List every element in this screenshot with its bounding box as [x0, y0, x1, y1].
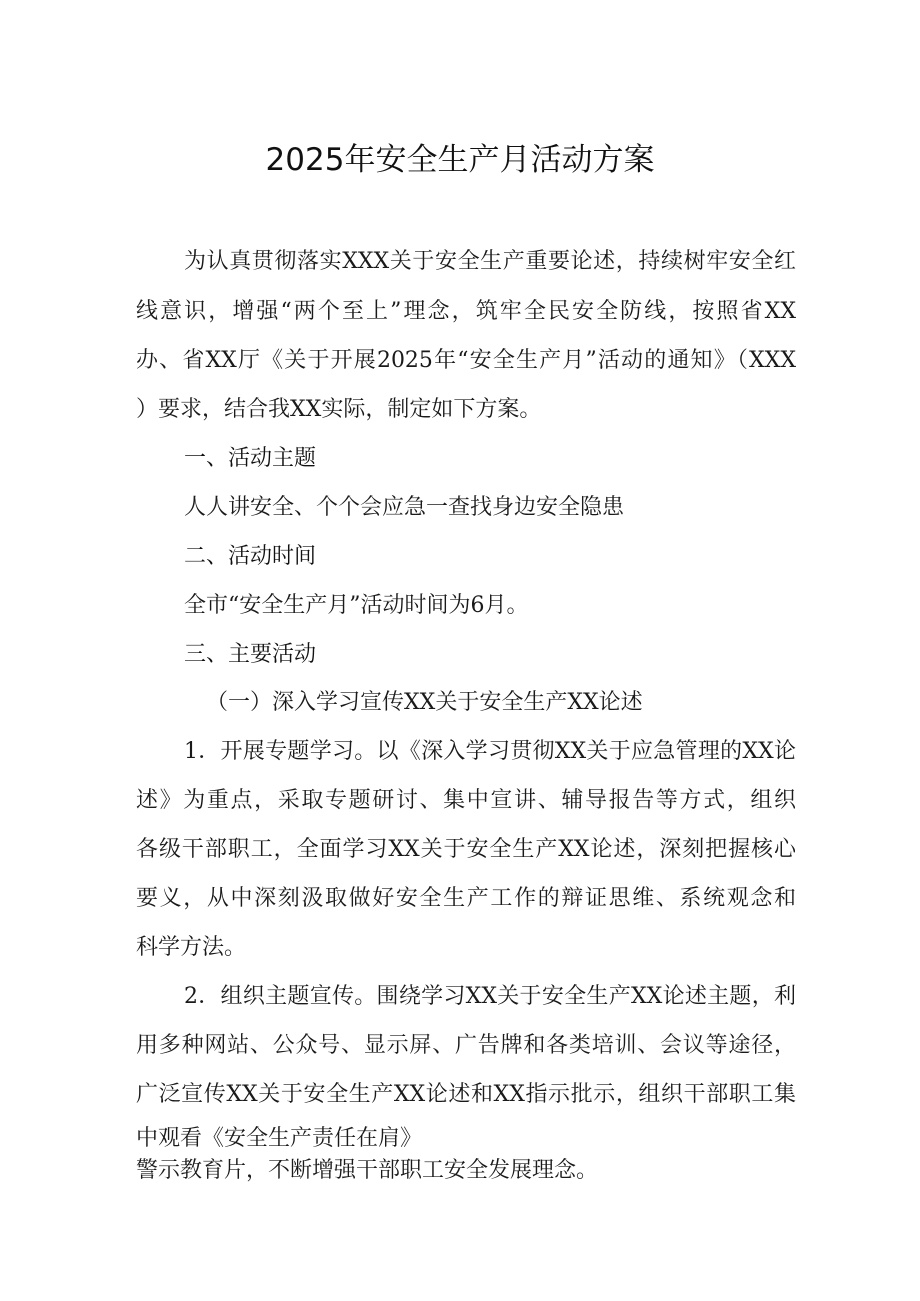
intro-line-4: ）要求，结合我XX实际，制定如下方案。: [136, 397, 542, 422]
item2-line-2: 用多种网站、公众号、显示屏、广告牌和各类培训、会议等途径，: [136, 1033, 796, 1058]
item2-line-4: 中观看《安全生产责任在肩》: [136, 1126, 423, 1151]
item1-line-4: 要义，从中深刻汲取做好安全生产工作的辩证思维、系统观念和: [136, 886, 796, 911]
section-text-time: 全市“安全生产月”活动时间为6月。: [184, 593, 529, 618]
section-heading-time: 二、活动时间: [184, 544, 317, 569]
intro-line-2: 线意识，增强“两个至上”理念，筑牢全民安全防线，按照省XX: [136, 299, 796, 324]
item2-line-5: 警示教育片，不断增强干部职工安全发展理念。: [136, 1158, 599, 1183]
item2-line-1: 2．组织主题宣传。围绕学习XX关于安全生产XX论述主题，利: [184, 984, 796, 1009]
document-title: 2025年安全生产月活动方案: [265, 142, 655, 178]
item2-line-3: 广泛宣传XX关于安全生产XX论述和XX指示批示，组织干部职工集: [136, 1082, 796, 1107]
intro-line-1: 为认真贯彻落实XXX关于安全生产重要论述，持续树牢安全红: [184, 249, 796, 274]
item1-line-3: 各级干部职工，全面学习XX关于安全生产XX论述，深刻把握核心: [136, 837, 796, 862]
section-heading-activities: 三、主要活动: [184, 642, 317, 667]
section-text-theme: 人人讲安全、个个会应急一查找身边安全隐患: [184, 495, 625, 520]
intro-line-3: 办、省XX厅《关于开展2025年“安全生产月”活动的通知》（XXX: [136, 348, 796, 373]
item1-line-1: 1．开展专题学习。以《深入学习贯彻XX关于应急管理的XX论: [184, 739, 796, 764]
subheading-study: （一）深入学习宣传XX关于安全生产XX论述: [206, 690, 643, 715]
item1-line-2: 述》为重点，采取专题研讨、集中宣讲、辅导报告等方式，组织: [136, 788, 796, 813]
section-heading-theme: 一、活动主题: [184, 446, 317, 471]
item1-line-5: 科学方法。: [136, 935, 247, 960]
